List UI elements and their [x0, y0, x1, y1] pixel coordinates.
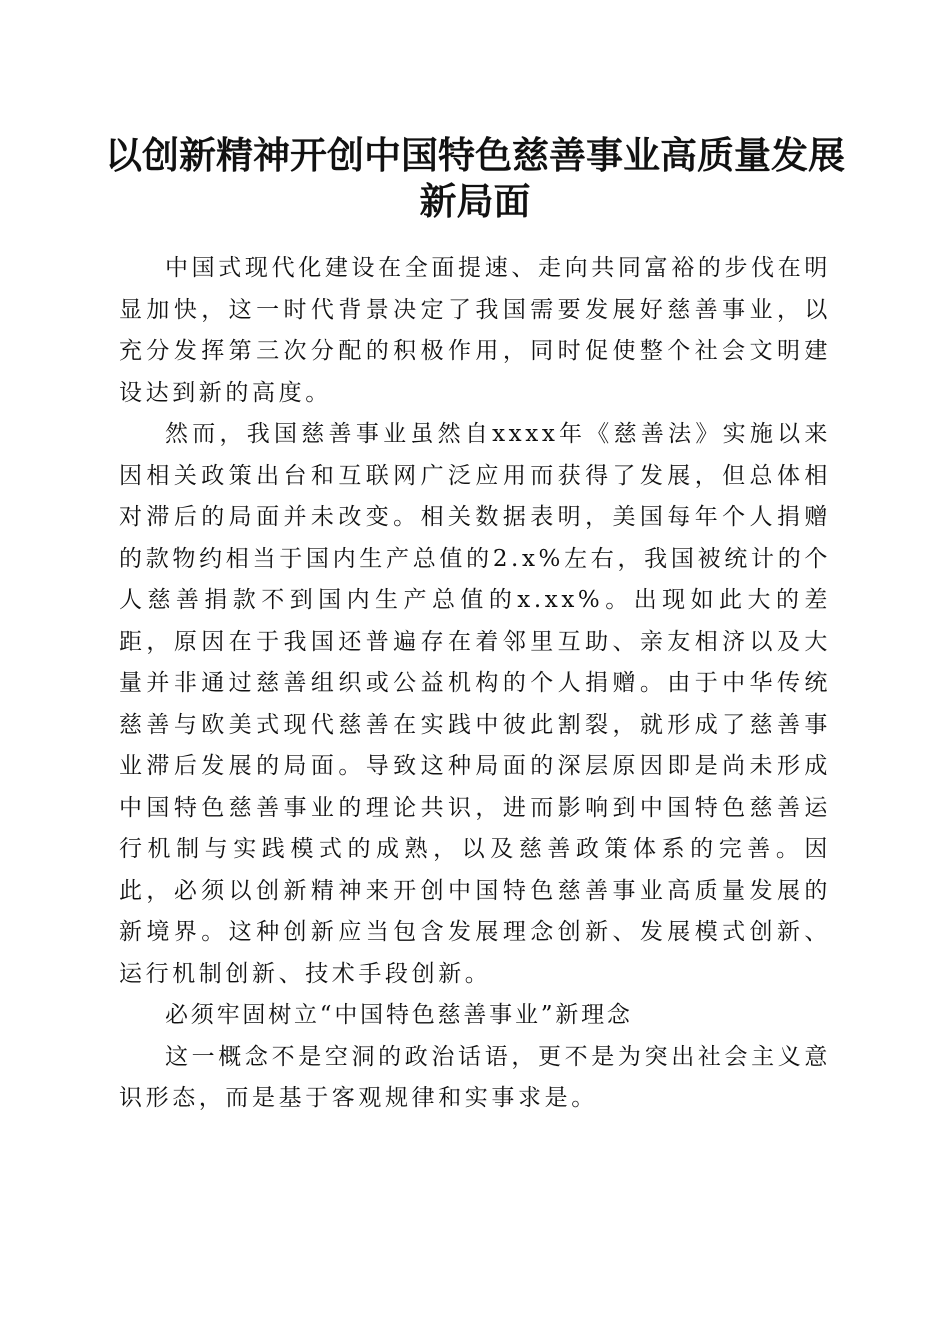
paragraph-intro: 中国式现代化建设在全面提速、走向共同富裕的步伐在明显加快，这一时代背景决定了我国需要发展好慈善事业，以充分发挥第三次分配的积极作用，同时促使整个社会文明建设达到新的高度。: [119, 255, 831, 406]
title-line-2: 新局面: [419, 179, 531, 223]
section-heading: 必须牢固树立“中国特色慈善事业”新理念: [165, 1002, 633, 1028]
paragraph-analysis: 然而，我国慈善事业虽然自xxxx年《慈善法》实施以来因相关政策出台和互联网广泛应用而获得了发展，但总体相对滞后的局面并未改变。相关数据表明，美国每年个人捐赠的款物约相当于国内生产总值的2.x%左右，我国被统计的个人慈善捐款不到国内生产总值的x.xx%。出现如此大的差距，原因在于我国还普遍存在着邻里互助、亲友相济以及大量并非通过慈善组织或公益机构的个人捐赠。由于中华传统慈善与欧美式现代慈善在实践中彼此割裂，就形成了慈善事业滞后发展的局面。导致这种局面的深层原因即是尚未形成中国特色慈善事业的理论共识，进而影响到中国特色慈善运行机制与实践模式的成熟，以及慈善政策体系的完善。因此，必须以创新精神来开创中国特色慈善事业高质量发展的新境界。这种创新应当包含发展理念创新、发展模式创新、运行机制创新、技术手段创新。: [119, 421, 831, 987]
document-title: [100, 132, 850, 224]
document-body: [119, 248, 831, 1120]
title-line-1: 以创新精神开创中国特色慈善事业高质量发展: [105, 133, 845, 177]
paragraph-concept: 这一概念不是空洞的政治话语，更不是为突出社会主义意识形态，而是基于客观规律和实事求是。: [119, 1043, 831, 1111]
